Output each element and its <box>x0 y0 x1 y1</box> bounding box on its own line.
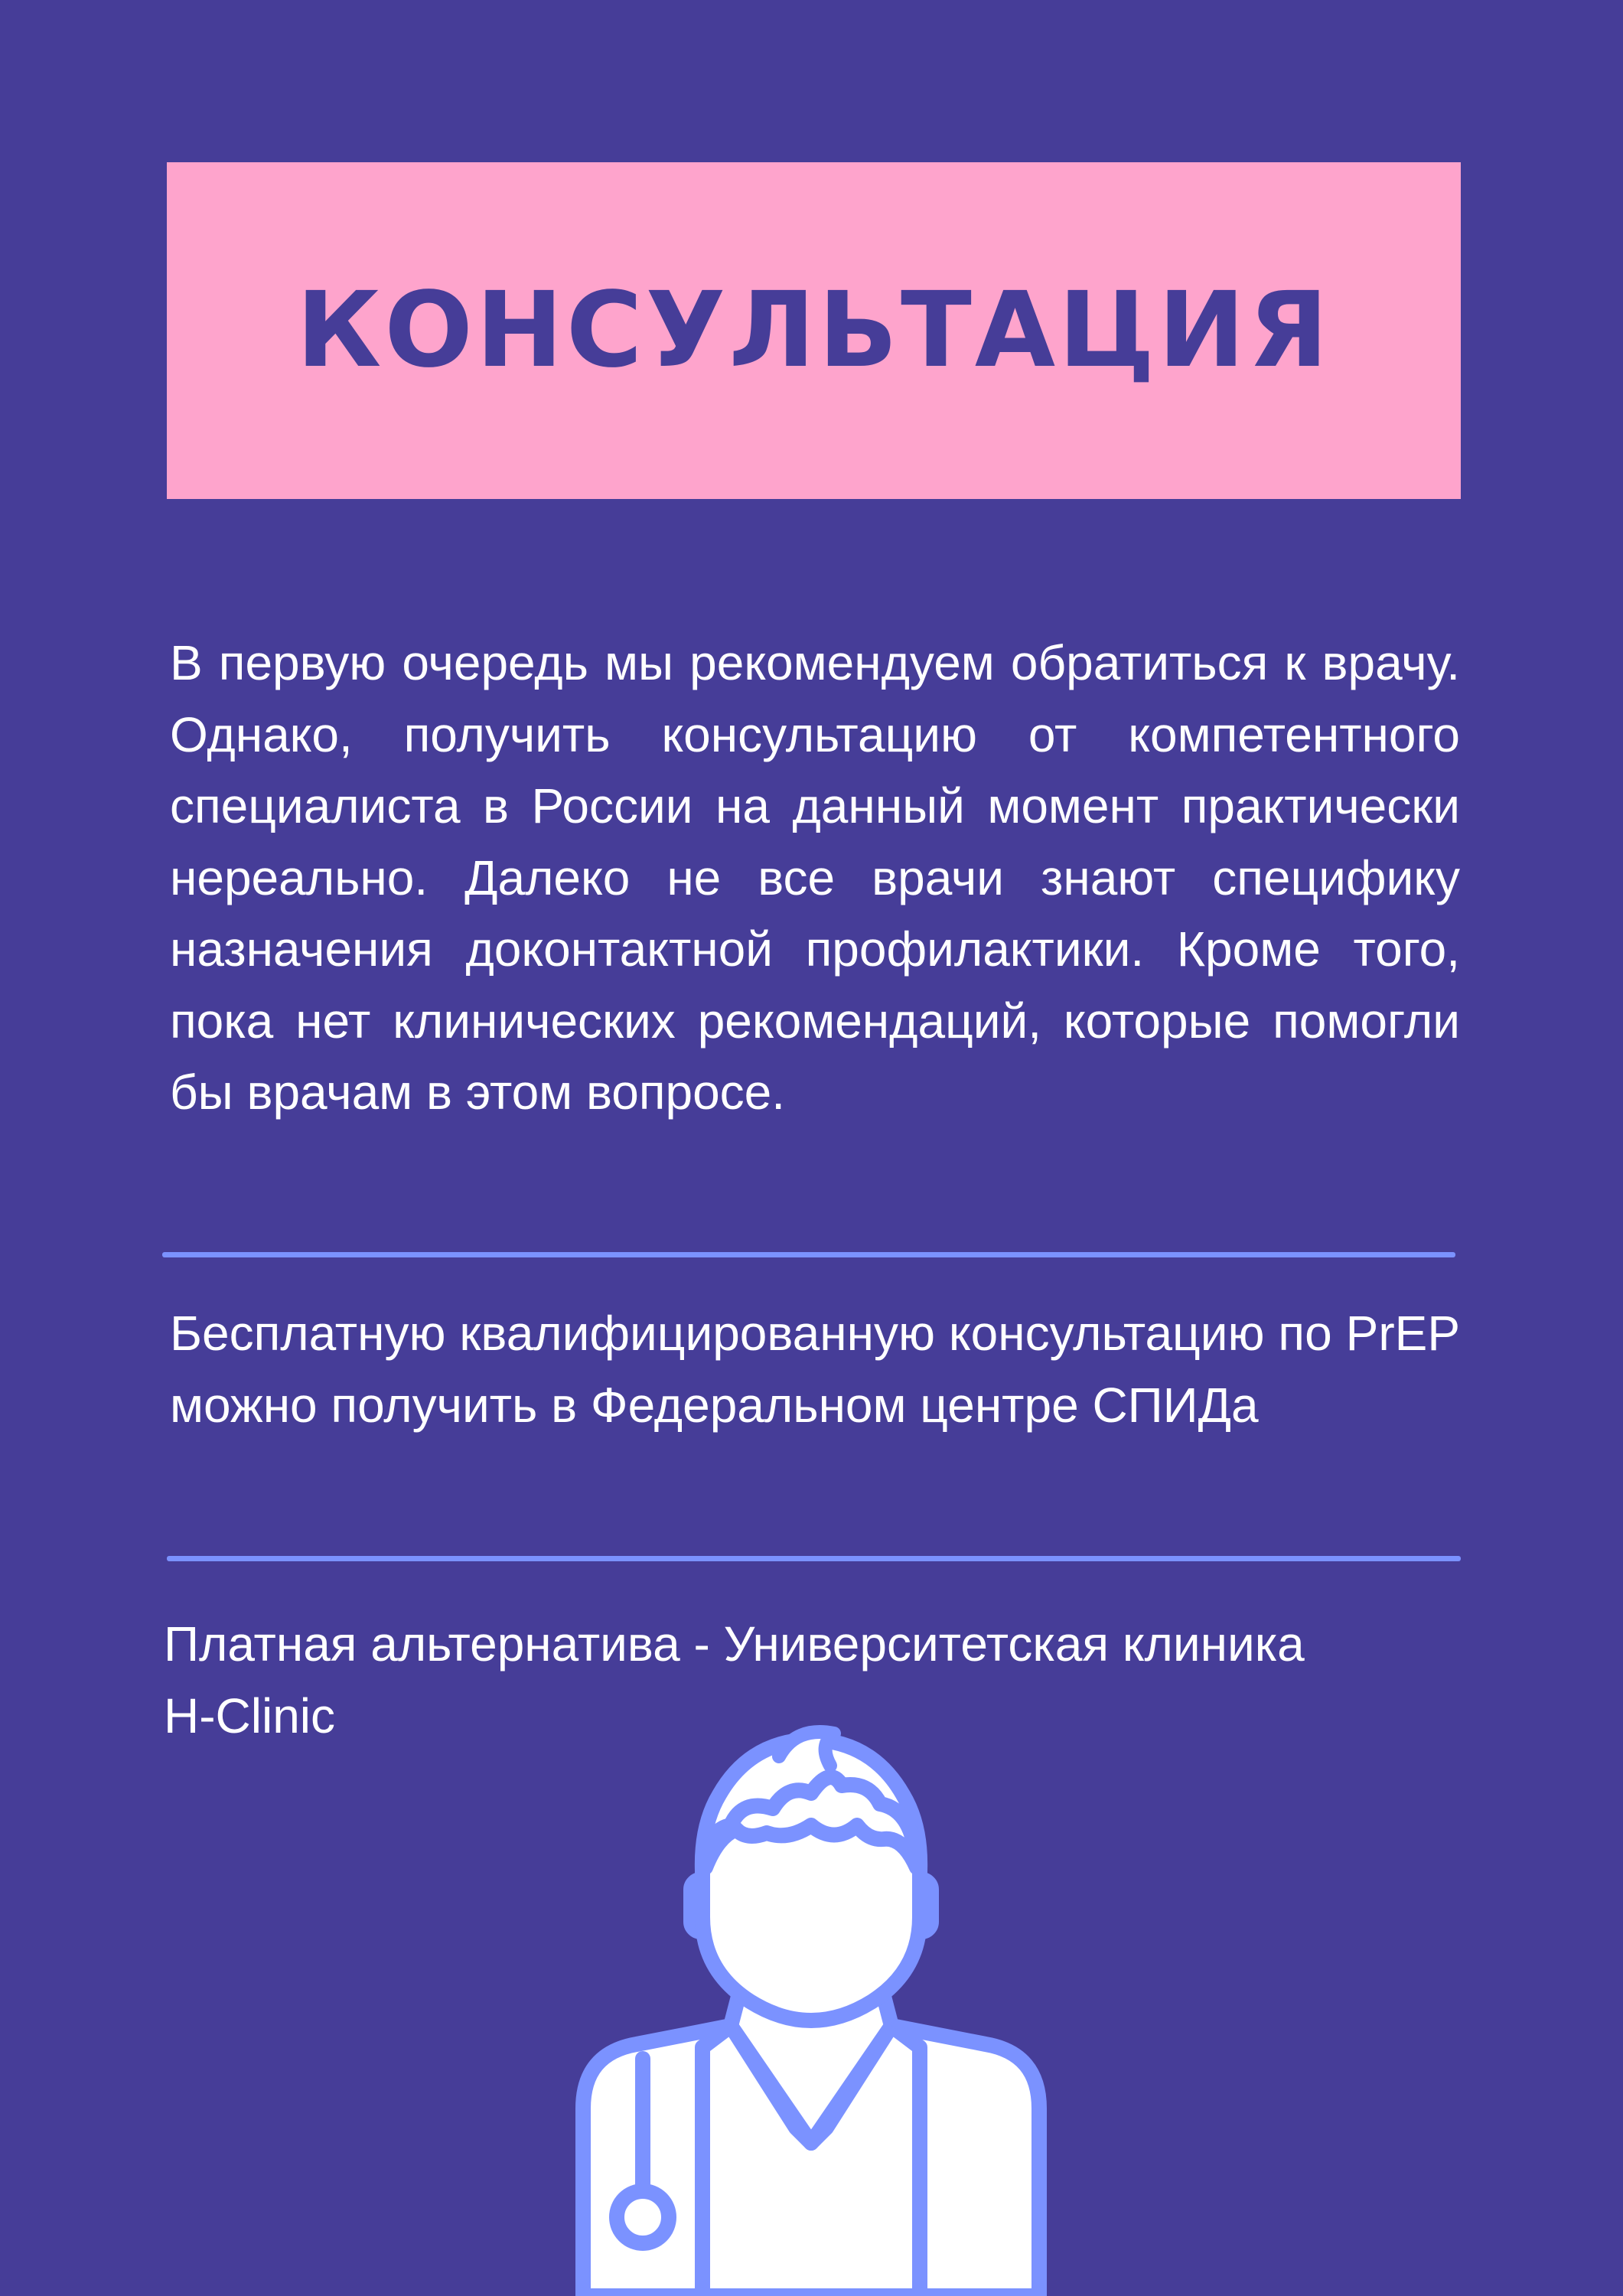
page-title: КОНСУЛЬТАЦИЯ <box>296 270 1331 391</box>
divider <box>167 1556 1461 1561</box>
intro-paragraph: В первую очередь мы рекомендуем обратиться к врачу. Однако, получить консультацию от компетентного специалиста в России на данный момент практически нереально. Далеко не все врачи знают специфику назначения доконтактной профилактики. Кроме того, пока нет клинических рекомендаций, которые помогли бы врачам в этом вопросе. <box>170 635 1460 1120</box>
title-banner <box>167 162 1461 499</box>
free-consultation-paragraph: Бесплатную квалифицированную консультацию по PrEP можно получить в Федеральном центре СПИДа <box>170 1306 1460 1433</box>
doctor-icon <box>566 1711 1056 2296</box>
clinic-name: H-Clinic <box>164 1688 335 1743</box>
divider <box>162 1252 1455 1257</box>
paid-alternative-line: Платная альтернатива - Университетская клиника <box>164 1616 1305 1671</box>
